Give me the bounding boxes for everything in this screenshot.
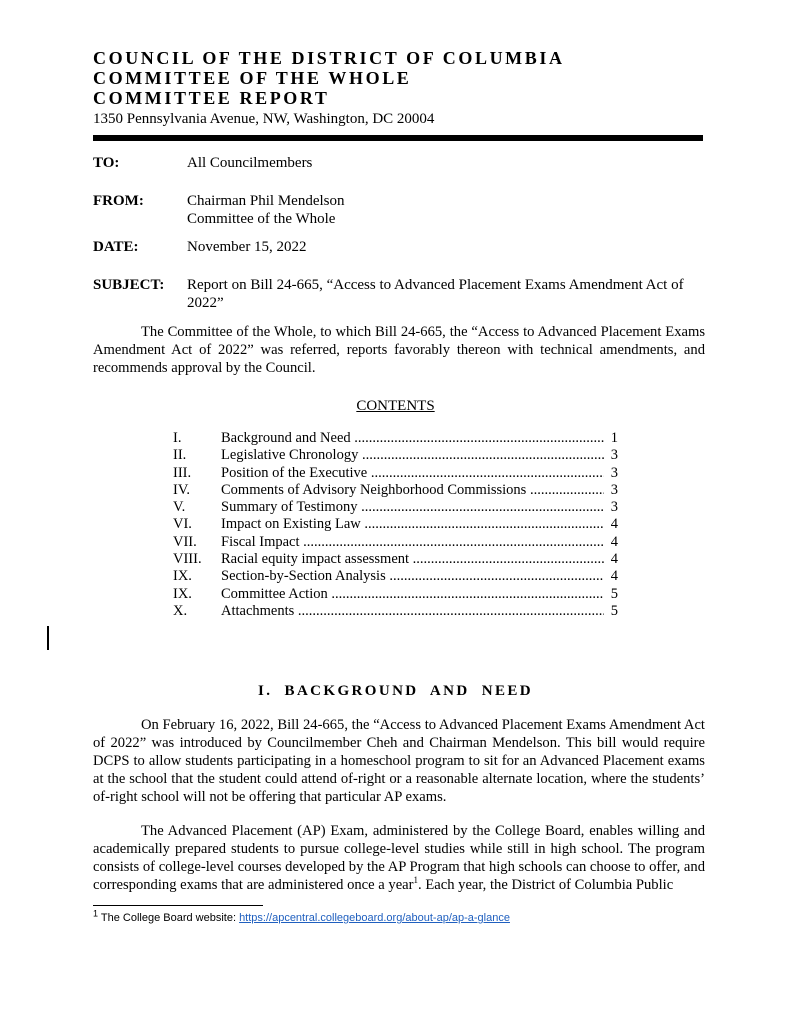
- toc-item[interactable]: [173, 568, 618, 585]
- memo-subject-label: SUBJECT:: [93, 277, 165, 293]
- toc-item-number: VII.: [173, 533, 197, 550]
- toc-item-number: I.: [173, 430, 182, 446]
- toc-item-label: Racial equity impact assessment .....: [221, 551, 604, 568]
- toc-item[interactable]: [173, 482, 618, 499]
- toc-item[interactable]: [173, 603, 618, 620]
- toc-item-page: 5: [610, 602, 618, 619]
- memo-from-block: [187, 192, 708, 228]
- memo-from-label: FROM:: [93, 193, 144, 209]
- toc-item-number: X.: [173, 602, 188, 619]
- footnote-link[interactable]: https://apcentral.collegeboard.org/about-ap/ap-a-glance: [239, 912, 510, 924]
- toc-item-number: VI.: [173, 516, 192, 533]
- toc-item-page: 4: [610, 551, 618, 568]
- footnote-reference: 1: [413, 875, 419, 886]
- toc-item[interactable]: [173, 534, 618, 551]
- toc-item-label: Background and Need .....: [221, 430, 604, 447]
- footnote-text: The College Board website:: [98, 912, 240, 924]
- toc-item-page: 4: [610, 533, 618, 550]
- background-paragraph-2-text: The Advanced Placement (AP) Exam, administered by the College Board, enables willing and academically prepared students to pursue college-level studies while still in high school. The program consists of college-level courses developed by the AP Program that high schools can choose to offer, and corresponding exams that are administered once a year: [93, 823, 705, 893]
- background-paragraph-2-tail: . Each year, the District of Columbia Public: [418, 877, 674, 893]
- background-paragraph-2: [93, 822, 705, 894]
- toc-item[interactable]: [173, 586, 618, 603]
- report-header: [93, 48, 565, 128]
- toc-item-label: Comments of Advisory Neighborhood Commissions .....: [221, 482, 604, 499]
- contents-title: CONTENTS: [356, 398, 435, 414]
- section-heading: I. BACKGROUND AND NEED: [258, 683, 533, 699]
- memo-subject-value: Report on Bill 24-665, “Access to Advanced Placement Exams Amendment Act of 2022”: [187, 277, 684, 311]
- toc-item[interactable]: [173, 499, 618, 516]
- toc-item-page: 4: [610, 516, 618, 533]
- toc-item-number: III.: [173, 464, 192, 481]
- toc-item-label: Impact on Existing Law .....: [221, 516, 604, 533]
- toc-item-label: Position of the Executive .....: [221, 465, 604, 482]
- toc-item-number: IX.: [173, 568, 192, 585]
- toc-item-label: Summary of Testimony .....: [221, 499, 604, 516]
- toc-item-page: 3: [610, 481, 618, 498]
- toc-item-label: Legislative Chronology .....: [221, 447, 604, 464]
- toc-item-number: V.: [173, 499, 186, 516]
- toc-item[interactable]: [173, 551, 618, 568]
- toc-item-number: IV.: [173, 481, 191, 498]
- footnote: [93, 908, 510, 924]
- header-divider: [93, 135, 703, 141]
- toc-item-page: 3: [610, 464, 618, 481]
- footnote-divider: [93, 905, 263, 906]
- intro-paragraph: The Committee of the Whole, to which Bill 24-665, the “Access to Advanced Placement Exams Amendment Act of 2022” was referred, reports favorably thereon with technical amendments, and recommends approval by the Council.: [93, 324, 705, 376]
- footnote-marker: 1: [93, 908, 99, 919]
- memo-to-value: All Councilmembers: [187, 155, 313, 171]
- toc-item-label: Fiscal Impact .....: [221, 534, 604, 551]
- toc-item[interactable]: [173, 447, 618, 464]
- memo-date-label: DATE:: [93, 239, 139, 255]
- table-of-contents: [173, 430, 618, 620]
- toc-item-label: Section-by-Section Analysis .....: [221, 568, 604, 585]
- text-cursor: [47, 626, 49, 650]
- toc-item-label: Attachments .....: [221, 603, 604, 620]
- toc-item-page: 1: [610, 430, 618, 446]
- toc-item-number: II.: [173, 447, 187, 464]
- memo-to-label: TO:: [93, 155, 120, 171]
- toc-item-number: IX.: [173, 585, 192, 602]
- council-name: COUNCIL OF THE DISTRICT OF COLUMBIA: [93, 48, 565, 68]
- committee-name: COMMITTEE OF THE WHOLE: [93, 68, 412, 88]
- memo-from-line2: Committee of the Whole: [187, 211, 336, 227]
- memo-date-value: November 15, 2022: [187, 239, 307, 255]
- toc-item[interactable]: [173, 430, 618, 447]
- report-type: COMMITTEE REPORT: [93, 88, 330, 108]
- toc-item-page: 3: [610, 447, 618, 464]
- council-address: 1350 Pennsylvania Avenue, NW, Washington, DC 20004: [93, 111, 435, 127]
- toc-item-label: Committee Action .....: [221, 586, 604, 603]
- background-paragraph-1: On February 16, 2022, Bill 24-665, the “Access to Advanced Placement Exams Amendment Act of 2022” was introduced by Councilmember Cheh and Chairman Mendelson. This bill would require DCPS to allow students participating in a homeschool program to sit for an Advanced Placement exams at the school that the student could attend of-right or a reasonable alternate location, where the students’ of-right school will not be offering that particular AP exams.: [93, 717, 705, 805]
- toc-item-page: 3: [610, 499, 618, 516]
- toc-item[interactable]: [173, 465, 618, 482]
- toc-item-page: 4: [610, 568, 618, 585]
- toc-item-page: 5: [610, 585, 618, 602]
- toc-item-number: VIII.: [173, 551, 202, 568]
- toc-item[interactable]: [173, 516, 618, 533]
- memo-from-line1: Chairman Phil Mendelson: [187, 193, 345, 209]
